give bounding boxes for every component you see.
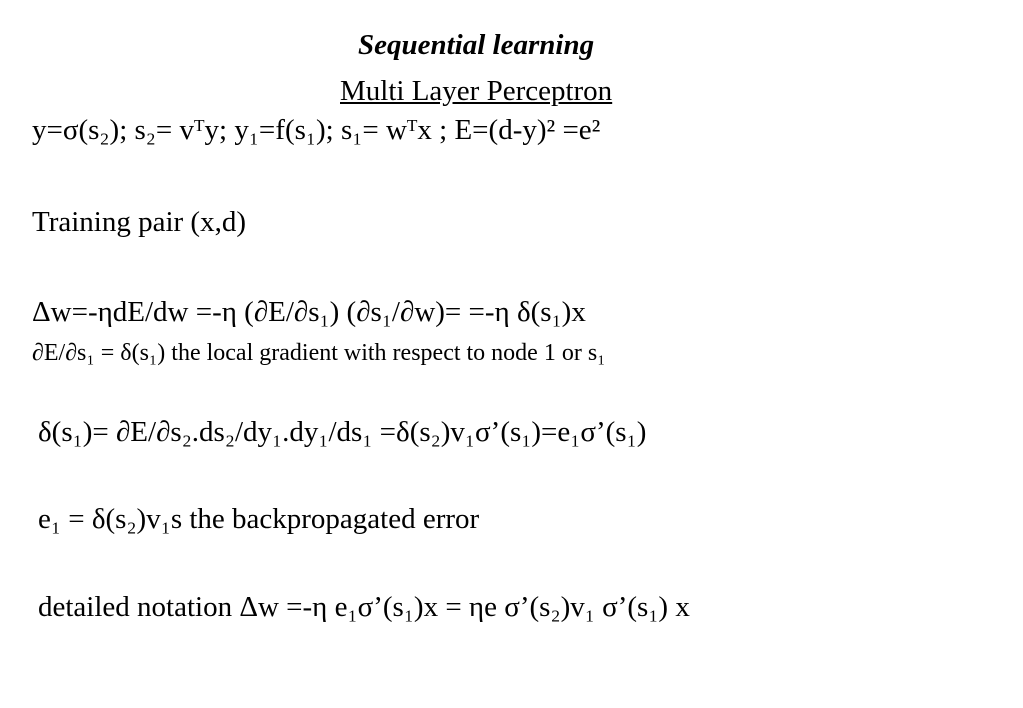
local-gradient-definition: ∂E/∂s₁ = δ(s₁) the local gradient with respect to node 1 or s₁ — [32, 340, 606, 366]
slide-title: Sequential learning — [358, 29, 595, 61]
detailed-notation-equation: detailed notation Δw =-η e₁σ’(s₁)x = ηe σ’(s₂)v₁ σ’(s₁) x — [38, 591, 690, 623]
forward-equation: y=σ(s₂); s₂= vᵀy; y₁=f(s₁); s₁= wᵀx ; E=(d-y)² =e² — [32, 114, 601, 146]
slide-subtitle: Multi Layer Perceptron — [340, 75, 613, 107]
training-pair: Training pair (x,d) — [32, 206, 246, 238]
backpropagated-error-equation: e₁ = δ(s₂)v₁s the backpropagated error — [38, 503, 480, 535]
delta-chain-rule-equation: δ(s₁)= ∂E/∂s₂.ds₂/dy₁.dy₁/ds₁ =δ(s₂)v₁σ’(s₁)=e₁σ’(s₁) — [38, 416, 647, 448]
weight-update-equation: Δw=-ηdE/dw =-η (∂E/∂s₁) (∂s₁/∂w)= =-η δ(s₁)x — [32, 296, 586, 328]
